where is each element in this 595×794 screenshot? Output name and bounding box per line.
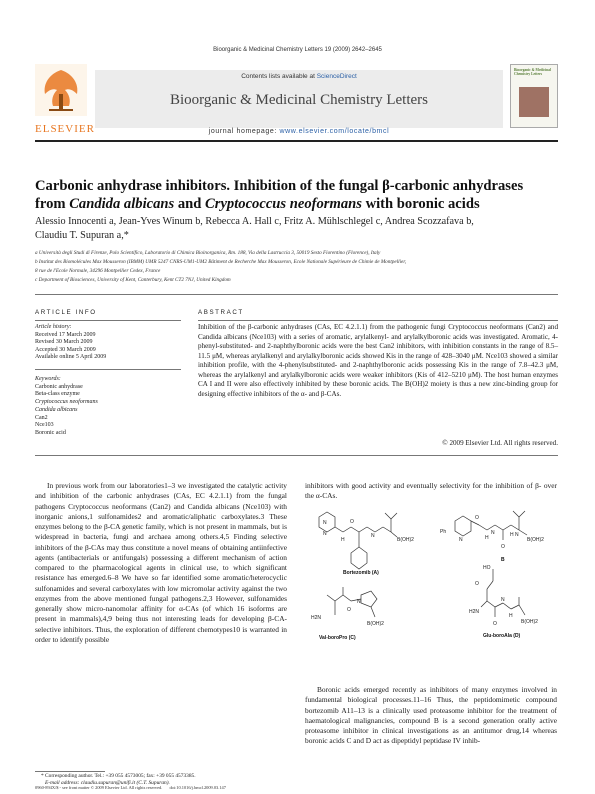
history-online: Available online 5 April 2009 [35,354,107,361]
article-title-line2: from Candida albicans and Cryptococcus neoformans with boronic acids [35,196,480,212]
chemical-structures-scheme [305,503,557,673]
abstract-text: Inhibition of the β-carbonic anhydrases (CAs, EC 4.2.1.1) from the pathogenic fungi Cryptococcus neoformans (Can2) and Candida albicans (Nce103) with a series of aromatic, arylalkenyl- and arylalkylboronic acids was investigated. Aromatic, 4-phenyl-substituted- and 2-naphthylboronic acids were the best Can2 inhibitors, with inhibition constants in the range of 8.5–11.5 μM, whereas arylalkenyl and arylalkylboronic acids showed Kis in the range of 428–3040 μM. Nce103 showed a similar inhibition profile, with the 4-phenylsubstituted- and 2-naphthylboronic acids possessing Kis in the range of 7.8–42.3 μM, whereas the arylalkenyl and arylalkylboronic acids were weaker inhibitors (Kis of 412–5210 μM). The host human enzymes CA I and II were also effectively inhibited by these boronic acids. The B(OH)2 moiety is thus a new zinc-binding group for designing effective inhibitors of the α- and β-CAs. [198,323,558,398]
history-revised: Revised 30 March 2009 [35,339,93,346]
keyword: Beta-class enzyme [35,391,80,398]
compound-label: Val-boroPro (C) [319,635,356,641]
author-list [35,215,575,242]
journal-cover-thumbnail [510,64,558,128]
article-title [35,177,565,213]
affiliation-b-cont: 8 rue de l'Ecole Normale, 34296 Montpellier Cedex, France [35,267,161,274]
article-history [35,324,181,362]
phenyl-ring-a [351,547,367,569]
journal-title: Bioorganic & Medicinal Chemistry Letters [169,92,428,108]
footer-issn: 0960-894X/$ - see front matter © 2009 Elsevier Ltd. All rights reserved. [35,785,163,790]
footer [35,786,335,790]
corresponding-author: * Corresponding author. Tel.: +39 055 4573005; fax: +39 055 4573385. [41,773,196,779]
atom-label: N [323,531,327,537]
atom-label: N [323,520,327,526]
header-rule-thick [35,140,558,142]
keyword: Carbonic anhydrase [35,383,83,390]
atom-label: H2N [311,615,322,621]
history-label: Article history: [35,324,72,330]
compound-label: B [501,557,505,563]
keyword: Boronic acid [35,429,66,436]
article-info-heading: ARTICLE INFO [35,309,97,316]
contents-line [95,73,503,80]
history-rule [35,369,181,370]
affiliation-rule [35,294,558,295]
atom-label: H [485,535,489,541]
compound-label: Glu-boroAla (D) [483,633,521,639]
atom-label: N [515,532,519,538]
keyword: Cryptococcus neoformans [35,399,98,406]
keywords-label: Keywords: [35,376,61,382]
contents-prefix: Contents lists available at [241,73,317,80]
atom-label: H [341,537,345,543]
atom-label: B(OH)2 [521,619,538,625]
atom-label: O [347,607,351,613]
atom-label: N [459,537,463,543]
cover-title: Bioorganic & Medicinal Chemistry Letters [514,68,551,77]
atom-label: O [475,581,479,587]
body-right-paragraph: Boronic acids emerged recently as inhibitors of many enzymes involved in fundamental biological processes.11–16 Thus, the peptidomimetic compound bortezomib A11–13 is a clinically used proteasome inhibitor for the treatment of haematological malignancies, compound B is a second generation orally active proteasome inhibitor in clinical investigations as an antitumor drug,14 whereas boronic acids C and D act as dipeptidyl peptidase IV inhib- [305,685,557,746]
keyword: Nce103 [35,422,54,429]
affiliation-c: c Department of Biosciences, University of Kent, Canterbury, Kent CT2 7NJ, United Kingdom [35,276,231,283]
journal-homepage [95,128,503,135]
homepage-label: journal homepage: [208,128,280,135]
article-info-rule [35,320,181,321]
history-accepted: Accepted 30 March 2009 [35,346,96,353]
atom-label: B(OH)2 [527,537,544,543]
atom-label: H2N [469,609,480,615]
atom-label: O [475,515,479,521]
pyridine-ring [455,516,471,536]
body-left-paragraph: In previous work from our laboratories1–3 we investigated the catalytic activity and inhibition of the carbonic anhydrases (CAs, EC 4.2.1.1) from the fungal pathogens Cryptococcus neoformans (Can2) and Candida albicans (Nce103) with inorganic anions,1 sulfonamides2 and aromatic/aliphatic carboxylates.3 These enzymes belong to the β-CA genetic family, which is not present in mammals, but is widespread in bacteria, fungi and archaea among others.4,5 Finding selective inhibitors of the β-CAs may thus constitute a novel means of obtaining antiinfective agents (antibacterials or antifungals) possessing a different mechanism of action compared to the pharmacological agents in clinical use, to which significant resistance has emerged.6–8 We have so far identified some aromatic/heterocyclic sulfonamides and several carboxylates with low micromolar activity against the two enzymes from the above mentioned fungal pathogens.2,3 However, sulfonamides generally show micro-nanomolar affinity for α-CAs (of which 16 isoforms are present in mammals),4,9 being thus not interesting leads for developing β-CA-selective inhibitors. Thus, the exploration of different chemotypes10 is warranted in order to identify possible [35,481,287,644]
atom-label: B(OH)2 [397,537,414,543]
abstract-bottom-rule [35,455,558,456]
author-line2: Claudiu T. Supuran a,* [35,229,129,241]
affiliation-a: a Università degli Studi di Firenze, Polo Scientifico, Laboratorio di Chimica Bioinorganica, Rm. 188, Via della Lastruccia 3, 50019 Sesto Fiorentino (Florence), Italy [35,250,381,256]
keyword: Candida albicans [35,406,78,413]
article-title-line1: Carbonic anhydrase inhibitors. Inhibition of the fungal β-carbonic anhydrases [35,178,524,194]
footer-doi[interactable]: doi:10.1016/j.bmcl.2009.03.147 [169,785,226,790]
atom-label: N [501,597,505,603]
abstract-copyright: © 2009 Elsevier Ltd. All rights reserved. [442,439,558,447]
keywords [35,376,181,438]
atom-label: O [493,621,497,627]
abstract-heading: ABSTRACT [198,309,244,316]
atom-label: N [491,530,495,536]
footnote-rule [35,771,105,772]
atom-label: H [510,532,514,538]
atom-label: Ph [440,529,447,535]
body-right-intro: inhibitors with good activity and eventually selectivity for the inhibition of β- over the α-CAs. [305,481,557,501]
atom-label: B(OH)2 [367,621,384,627]
author-line1: Alessio Innocenti a, Jean-Yves Winum b, Rebecca A. Hall c, Fritz A. Mühlschlegel c, Andrea Scozzafava b, [35,216,474,227]
atom-label: H [509,613,513,619]
elsevier-wordmark: ELSEVIER [35,123,95,135]
journal-reference: Bioorganic & Medicinal Chemistry Letters 19 (2009) 2642–2645 [213,47,382,53]
affiliations [35,249,570,285]
atom-label: HO [483,565,491,571]
email-address[interactable]: E-mail address: claudiu.supuran@unifi.it (C.T. Supuran). [45,779,170,786]
cover-image [519,87,549,117]
keyword: Can2 [35,414,48,421]
abstract-rule [198,320,558,321]
atom-label: O [350,519,354,525]
compound-label: Bortezomib (A) [343,570,379,576]
pyrazine-ring [319,512,335,532]
elsevier-tree-icon [35,64,87,116]
history-received: Received 17 March 2009 [35,331,96,338]
elsevier-logo [35,64,95,135]
homepage-link[interactable]: www.elsevier.com/locate/bmcl [279,128,390,135]
atom-label: N [357,599,361,605]
atom-label: N [371,533,375,539]
pyrrolidine-ring [361,591,377,607]
affiliation-b: b Institut des Biomolécules Max Mousseron (IBMM) UMR 5247 CNRS-UM1-UM2 Bâtiment de Recherche Max Mousseron, Ecole Nationale Supérieure de Chimie de Montpellier, [35,258,407,265]
sciencedirect-link[interactable]: ScienceDirect [316,73,357,80]
atom-label: O [501,544,505,550]
